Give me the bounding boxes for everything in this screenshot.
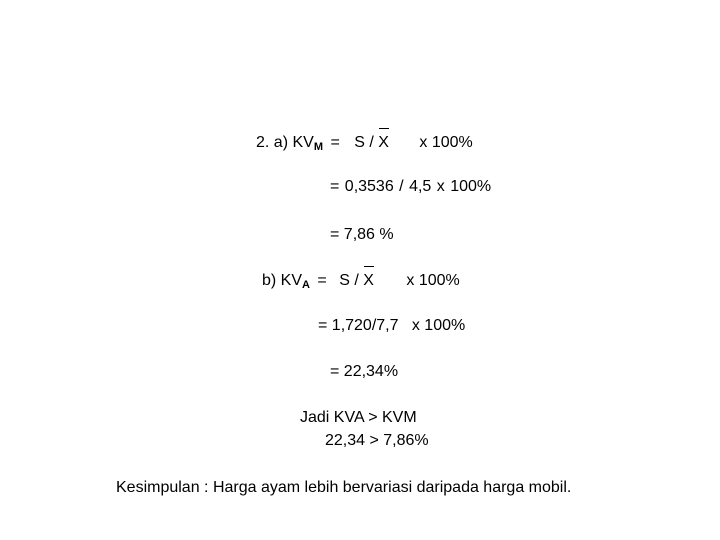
formula-b-equals: = [317, 272, 327, 289]
formula-a-step: = 0,3536 / 4,5 x 100% [330, 178, 492, 195]
formula-b-s: S [339, 272, 350, 289]
formula-a-subscript: M [313, 141, 323, 153]
formula-a-xbar: X [378, 134, 389, 151]
formula-a-s: S [354, 134, 365, 151]
formula-b-subscript: A [302, 279, 310, 291]
comparison-line-2: 22,34 > 7,86% [325, 432, 429, 449]
formula-a-times: x 100% [419, 134, 473, 151]
comparison-line-1: Jadi KVA > KVM [300, 409, 417, 426]
formula-b-times: x 100% [406, 272, 460, 289]
conclusion-text: Kesimpulan : Harga ayam lebih bervariasi daripada harga mobil. [116, 479, 572, 496]
formula-b-step: = 1,720/7,7 x 100% [318, 317, 466, 334]
formula-b-label: b) KV [262, 272, 303, 289]
formula-b-result: = 22,34% [330, 363, 399, 380]
formula-b-xbar: X [363, 272, 374, 289]
formula-a-result: = 7,86 % [330, 226, 394, 243]
formula-b [262, 271, 460, 292]
formula-a-label: 2. a) KV [256, 134, 314, 151]
formula-a [256, 133, 473, 154]
formula-b-slash: / [354, 272, 359, 289]
formula-a-equals: = [330, 134, 340, 151]
formula-a-slash: / [369, 134, 374, 151]
